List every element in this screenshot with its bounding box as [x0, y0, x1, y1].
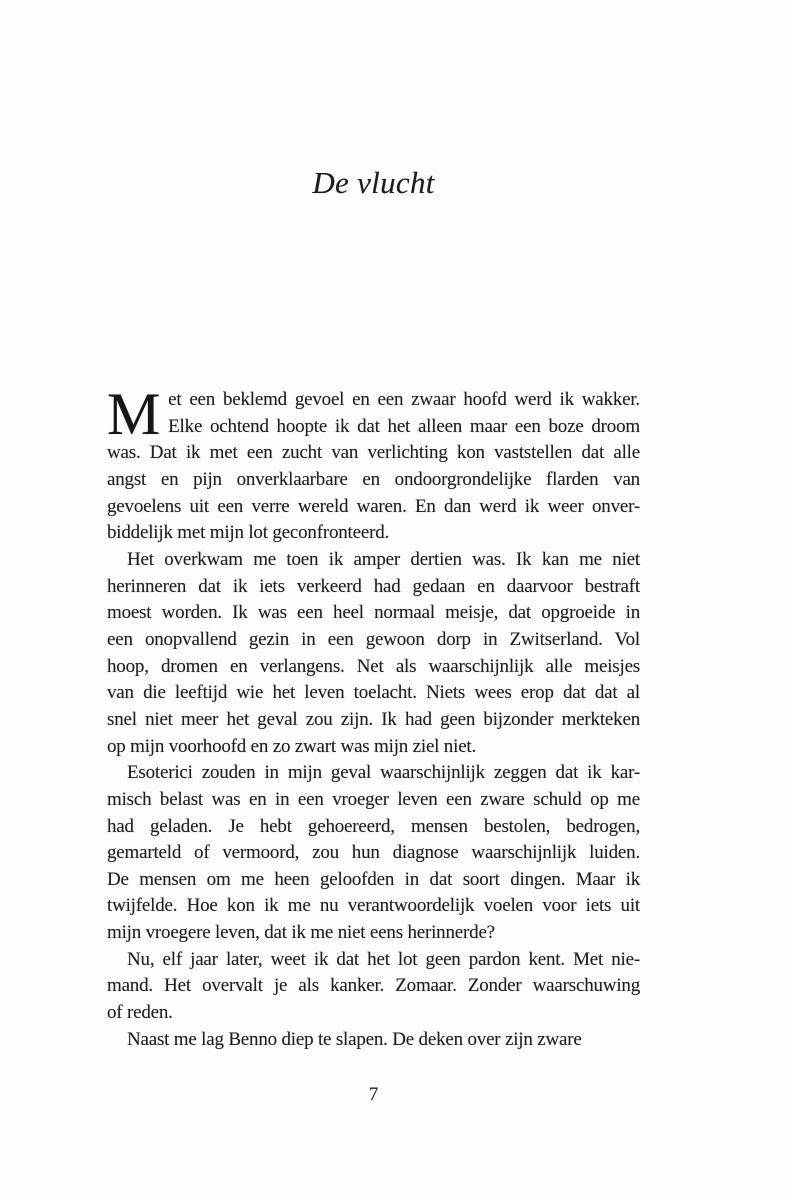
- paragraph: [107, 1027, 640, 1054]
- text-line: Naast me lag Benno diep te slapen. De deken over zijn zware: [127, 1028, 582, 1050]
- text-line: was. Dat ik met een zucht van verlichting kon vaststellen dat alle: [107, 442, 640, 464]
- text-line: had geladen. Je hebt gehoereerd, mensen bestolen, bedrogen,: [107, 815, 640, 837]
- text-line: Nu, elf jaar later, weet ik dat het lot geen pardon kent. Met nie-: [127, 948, 640, 970]
- text-line: Esoterici zouden in mijn geval waarschijnlijk zeggen dat ik kar-: [127, 762, 640, 784]
- drop-cap: M: [107, 381, 161, 447]
- text-line: Elke ochtend hoopte ik dat het alleen maar een boze droom: [168, 415, 640, 437]
- text-line: een onopvallend gezin in een gewoon dorp in Zwitserland. Vol: [107, 628, 640, 650]
- text-line: Het overkwam me toen ik amper dertien was. Ik kan me niet: [127, 548, 640, 570]
- paragraph: [107, 547, 640, 760]
- chapter-title: De vlucht: [312, 165, 435, 200]
- text-line: gemarteld of vermoord, zou hun diagnose waarschijnlijk luiden.: [107, 842, 640, 864]
- text-line: mand. Het overvalt je als kanker. Zomaar. Zonder waarschuwing: [107, 975, 640, 997]
- paragraph: [107, 947, 640, 1027]
- text-line: herinneren dat ik iets verkeerd had gedaan en daarvoor bestraft: [107, 575, 640, 597]
- text-line: van die leeftijd wie het leven toelacht. Niets wees erop dat dat al: [107, 682, 640, 704]
- text-line: misch belast was en in een vroeger leven een zware schuld op me: [107, 788, 640, 810]
- text-line: twijfelde. Hoe kon ik me nu verantwoordelijk voelen voor iets uit: [107, 895, 640, 917]
- text-line: biddelijk met mijn lot geconfronteerd.: [107, 522, 390, 544]
- text-line: snel niet meer het geval zou zijn. Ik had geen bijzonder merkteken: [107, 708, 640, 730]
- page-number: 7: [368, 1084, 379, 1105]
- text-line: et een beklemd gevoel en een zwaar hoofd werd ik wakker.: [168, 389, 640, 410]
- text-line: De mensen om me heen geloofden in dat soort dingen. Maar ik: [107, 868, 640, 890]
- text-line: mijn vroegere leven, dat ik me niet eens herinnerde?: [107, 922, 495, 944]
- text-line: hoop, dromen en verlangens. Net als waarschijnlijk alle meisjes: [107, 655, 640, 677]
- body-text: [107, 381, 640, 1053]
- text-line: of reden.: [107, 1002, 173, 1024]
- text-line: op mijn voorhoofd en zo zwart was mijn ziel niet.: [107, 735, 477, 757]
- paragraph: [107, 760, 640, 947]
- paragraph: [107, 381, 640, 547]
- text-line: gevoelens uit een verre wereld waren. En dan werd ik weer onver-: [107, 495, 640, 517]
- text-line: angst en pijn onverklaarbare en ondoorgrondelijke flarden van: [107, 468, 640, 490]
- text-line: moest worden. Ik was een heel normaal meisje, dat opgroeide in: [107, 602, 640, 624]
